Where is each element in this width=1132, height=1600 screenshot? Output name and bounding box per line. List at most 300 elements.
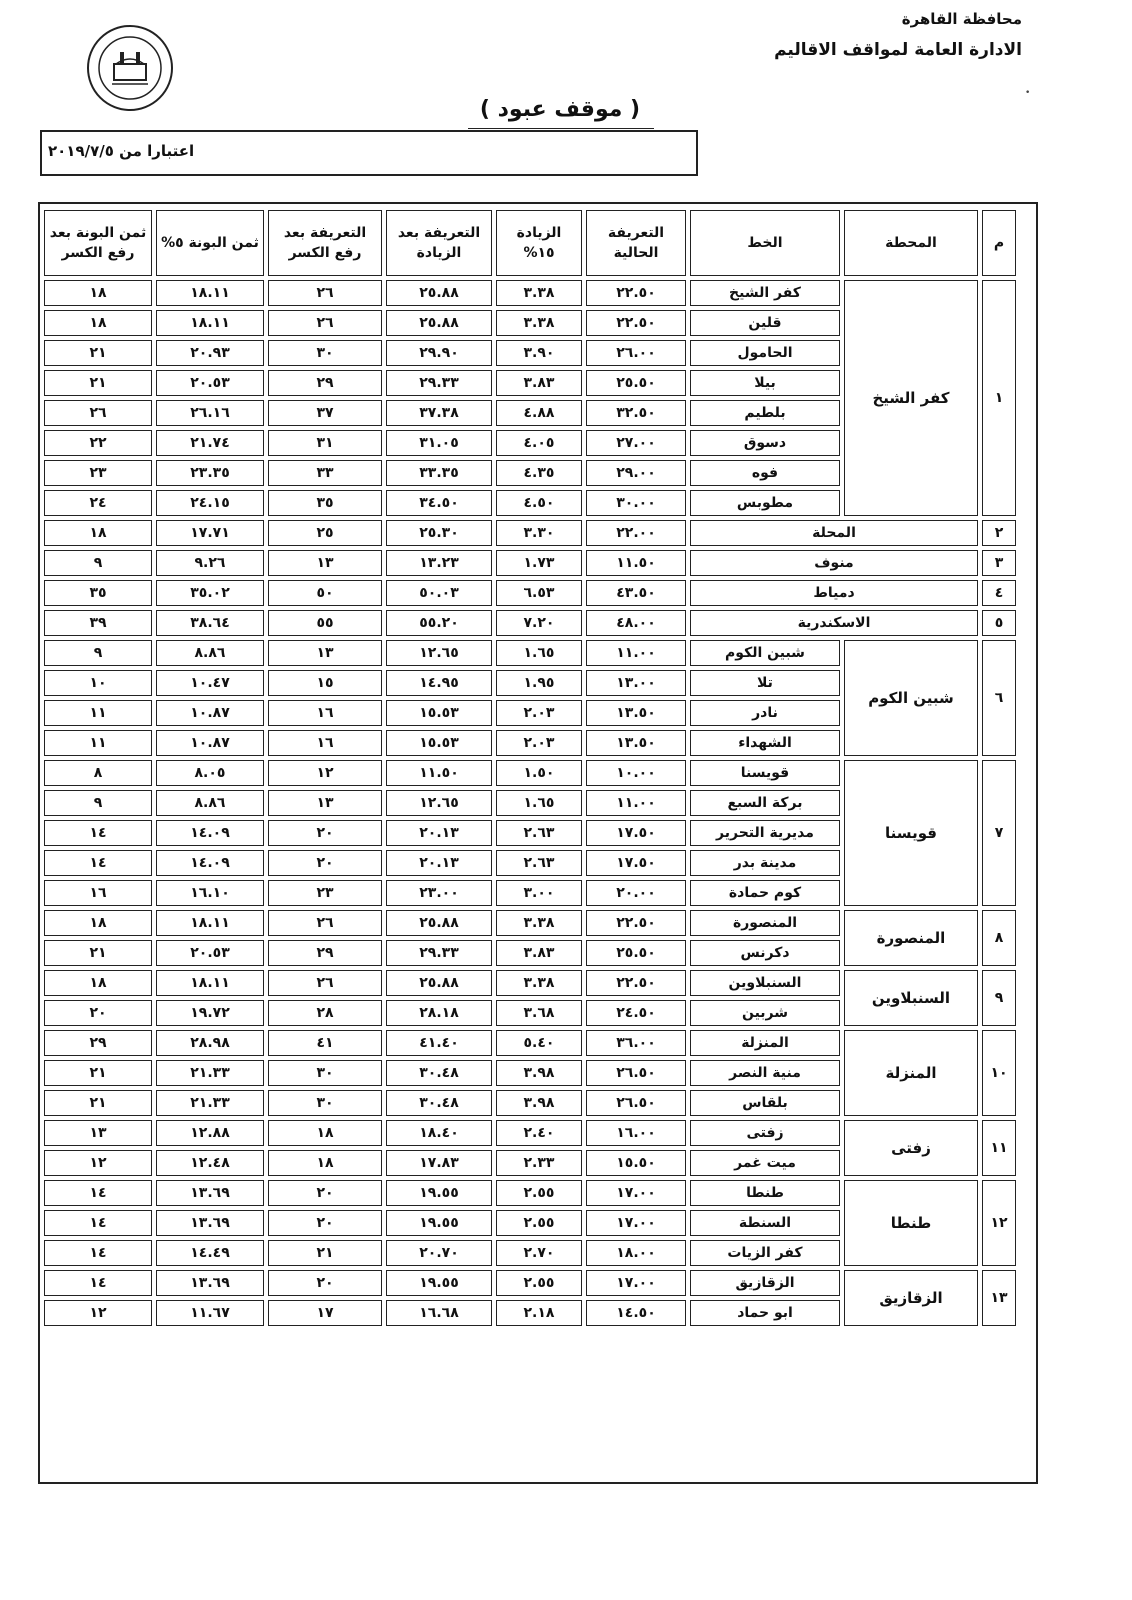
- fare-rounded-cell: ١٦: [268, 730, 382, 756]
- fares-body: [44, 280, 1016, 1326]
- ticket-price-cell: ١٠.٨٧: [156, 700, 264, 726]
- line-name: مطوبس: [690, 490, 840, 516]
- row-number: ٩: [982, 970, 1016, 1026]
- increase-cell: ٢.١٨: [496, 1300, 582, 1326]
- authority-name: الادارة العامة لمواقف الاقاليم: [774, 40, 1022, 60]
- fare-rounded-cell: ٣١: [268, 430, 382, 456]
- ticket-rounded-cell: ١٢: [44, 1300, 152, 1326]
- current-fare-cell: ١٥.٥٠: [586, 1150, 686, 1176]
- title-underline: [468, 128, 654, 129]
- line-name: ميت غمر: [690, 1150, 840, 1176]
- line-name: بلقاس: [690, 1090, 840, 1116]
- line-name: نادر: [690, 700, 840, 726]
- fare-after-increase-cell: ١٦.٦٨: [386, 1300, 492, 1326]
- line-name: طنطا: [690, 1180, 840, 1206]
- row-number: ٤: [982, 580, 1016, 606]
- fare-after-increase-cell: ١٩.٥٥: [386, 1180, 492, 1206]
- increase-cell: ١.٩٥: [496, 670, 582, 696]
- increase-cell: ١.٦٥: [496, 790, 582, 816]
- increase-cell: ٣.٠٠: [496, 880, 582, 906]
- current-fare-cell: ١٧.٠٠: [586, 1270, 686, 1296]
- increase-cell: ٣.٣٨: [496, 910, 582, 936]
- ticket-price-cell: ١٨.١١: [156, 310, 264, 336]
- line-name: المحلة: [690, 520, 978, 546]
- station-name: المنصورة: [844, 910, 978, 966]
- ticket-rounded-cell: ١٤: [44, 1180, 152, 1206]
- ticket-price-cell: ٢٤.١٥: [156, 490, 264, 516]
- table-row: [44, 640, 1016, 666]
- increase-cell: ٤.٣٥: [496, 460, 582, 486]
- ticket-rounded-cell: ٣٥: [44, 580, 152, 606]
- line-name: تلا: [690, 670, 840, 696]
- line-name: بيلا: [690, 370, 840, 396]
- ticket-price-cell: ١٢.٨٨: [156, 1120, 264, 1146]
- ticket-price-cell: ٩.٢٦: [156, 550, 264, 576]
- fare-rounded-cell: ١٧: [268, 1300, 382, 1326]
- stray-mark: •: [1025, 88, 1031, 98]
- ticket-price-cell: ٢١.٧٤: [156, 430, 264, 456]
- increase-cell: ٢.٥٥: [496, 1180, 582, 1206]
- current-fare-cell: ١١.٠٠: [586, 790, 686, 816]
- fare-after-increase-cell: ١٥.٥٣: [386, 730, 492, 756]
- current-fare-cell: ٢٢.٥٠: [586, 280, 686, 306]
- fare-rounded-cell: ١٣: [268, 550, 382, 576]
- ticket-price-cell: ١٣.٦٩: [156, 1180, 264, 1206]
- fare-after-increase-cell: ٢٣.٠٠: [386, 880, 492, 906]
- ticket-price-cell: ١٦.١٠: [156, 880, 264, 906]
- fare-after-increase-cell: ٢٩.٣٣: [386, 370, 492, 396]
- current-fare-cell: ١٨.٠٠: [586, 1240, 686, 1266]
- line-name: بركة السبع: [690, 790, 840, 816]
- fare-rounded-cell: ٢٠: [268, 820, 382, 846]
- increase-cell: ٢.٠٣: [496, 730, 582, 756]
- fare-rounded-cell: ٢٦: [268, 910, 382, 936]
- increase-cell: ٣.٣٨: [496, 310, 582, 336]
- ticket-rounded-cell: ١٠: [44, 670, 152, 696]
- fare-rounded-cell: ٣٠: [268, 1090, 382, 1116]
- ticket-price-cell: ٨.٠٥: [156, 760, 264, 786]
- fare-rounded-cell: ٤١: [268, 1030, 382, 1056]
- fare-rounded-cell: ٢٩: [268, 940, 382, 966]
- current-fare-cell: ٣٦.٠٠: [586, 1030, 686, 1056]
- ticket-price-cell: ١٣.٦٩: [156, 1270, 264, 1296]
- fares-table-wrap: [40, 206, 1020, 1330]
- fare-rounded-cell: ٣٠: [268, 1060, 382, 1086]
- ticket-price-cell: ٢٨.٩٨: [156, 1030, 264, 1056]
- ticket-price-cell: ٢١.٣٣: [156, 1090, 264, 1116]
- current-fare-cell: ٢٢.٥٠: [586, 910, 686, 936]
- station-name: المنزلة: [844, 1030, 978, 1116]
- increase-cell: ٤.٥٠: [496, 490, 582, 516]
- fare-after-increase-cell: ٣٤.٥٠: [386, 490, 492, 516]
- ticket-rounded-cell: ١٣: [44, 1120, 152, 1146]
- fare-rounded-cell: ٣٥: [268, 490, 382, 516]
- ticket-rounded-cell: ١٤: [44, 850, 152, 876]
- table-row: [44, 280, 1016, 306]
- fares-table: [40, 206, 1020, 1330]
- col-header-ticket-price: ثمن البونة ٥%: [156, 210, 264, 276]
- table-row: [44, 1180, 1016, 1206]
- row-number: ١٣: [982, 1270, 1016, 1326]
- line-name: الزقازيق: [690, 1270, 840, 1296]
- table-row: [44, 1120, 1016, 1146]
- table-row: [44, 910, 1016, 936]
- governorate-name: محافظة القاهرة: [901, 10, 1022, 28]
- ticket-rounded-cell: ٨: [44, 760, 152, 786]
- current-fare-cell: ١٧.٠٠: [586, 1210, 686, 1236]
- fare-rounded-cell: ٢٠: [268, 1270, 382, 1296]
- table-row: [44, 610, 1016, 636]
- fare-after-increase-cell: ١٩.٥٥: [386, 1270, 492, 1296]
- increase-cell: ٢.٣٣: [496, 1150, 582, 1176]
- ticket-price-cell: ١٨.١١: [156, 280, 264, 306]
- col-header-fare-after-increase: التعريفة بعد الزيادة: [386, 210, 492, 276]
- increase-cell: ١.٧٣: [496, 550, 582, 576]
- ticket-rounded-cell: ٢١: [44, 370, 152, 396]
- line-name: الحامول: [690, 340, 840, 366]
- col-header-ticket-rounded: ثمن البونة بعد رفع الكسر: [44, 210, 152, 276]
- ticket-price-cell: ١٤.٤٩: [156, 1240, 264, 1266]
- row-number: ١٠: [982, 1030, 1016, 1116]
- current-fare-cell: ٢٤.٥٠: [586, 1000, 686, 1026]
- fare-after-increase-cell: ٢٠.١٣: [386, 820, 492, 846]
- current-fare-cell: ٣٢.٥٠: [586, 400, 686, 426]
- fare-after-increase-cell: ٣١.٠٥: [386, 430, 492, 456]
- table-row: [44, 1270, 1016, 1296]
- fare-after-increase-cell: ١٩.٥٥: [386, 1210, 492, 1236]
- fare-rounded-cell: ٢٩: [268, 370, 382, 396]
- fare-rounded-cell: ٢٠: [268, 850, 382, 876]
- ticket-price-cell: ٨.٨٦: [156, 640, 264, 666]
- fare-rounded-cell: ٢١: [268, 1240, 382, 1266]
- fare-rounded-cell: ٢٣: [268, 880, 382, 906]
- fare-rounded-cell: ٣٣: [268, 460, 382, 486]
- fare-rounded-cell: ١٣: [268, 640, 382, 666]
- station-name: طنطا: [844, 1180, 978, 1266]
- increase-cell: ٢.٥٥: [496, 1210, 582, 1236]
- fare-rounded-cell: ٢٦: [268, 280, 382, 306]
- effective-date: اعتبارا من ٢٠١٩/٧/٥: [48, 142, 195, 160]
- current-fare-cell: ١٧.٠٠: [586, 1180, 686, 1206]
- line-name: فوه: [690, 460, 840, 486]
- current-fare-cell: ٢٦.٠٠: [586, 340, 686, 366]
- fare-after-increase-cell: ٢٥.٣٠: [386, 520, 492, 546]
- line-name: كفر الزيات: [690, 1240, 840, 1266]
- current-fare-cell: ٢٢.٠٠: [586, 520, 686, 546]
- current-fare-cell: ٤٨.٠٠: [586, 610, 686, 636]
- ticket-rounded-cell: ٩: [44, 550, 152, 576]
- fare-after-increase-cell: ٢٠.١٣: [386, 850, 492, 876]
- increase-cell: ٦.٥٣: [496, 580, 582, 606]
- ticket-rounded-cell: ١٨: [44, 910, 152, 936]
- current-fare-cell: ١٣.٥٠: [586, 730, 686, 756]
- table-row: [44, 1030, 1016, 1056]
- fare-rounded-cell: ٥٠: [268, 580, 382, 606]
- row-number: ٦: [982, 640, 1016, 756]
- ticket-rounded-cell: ٣٩: [44, 610, 152, 636]
- ticket-rounded-cell: ١١: [44, 730, 152, 756]
- ticket-rounded-cell: ٢٠: [44, 1000, 152, 1026]
- current-fare-cell: ١٧.٥٠: [586, 820, 686, 846]
- station-name: شبين الكوم: [844, 640, 978, 756]
- line-name: كوم حمادة: [690, 880, 840, 906]
- fare-after-increase-cell: ٥٥.٢٠: [386, 610, 492, 636]
- line-name: المنزلة: [690, 1030, 840, 1056]
- cairo-seal-icon: [86, 24, 174, 112]
- fare-rounded-cell: ١٨: [268, 1120, 382, 1146]
- station-name: كفر الشيخ: [844, 280, 978, 516]
- current-fare-cell: ١٣.٥٠: [586, 700, 686, 726]
- fare-after-increase-cell: ٢٥.٨٨: [386, 310, 492, 336]
- ticket-rounded-cell: ٢١: [44, 1090, 152, 1116]
- fare-rounded-cell: ٣٧: [268, 400, 382, 426]
- effective-date-box: [40, 130, 698, 176]
- station-name: السنبلاوين: [844, 970, 978, 1026]
- increase-cell: ٣.٨٣: [496, 370, 582, 396]
- ticket-rounded-cell: ٢١: [44, 340, 152, 366]
- increase-cell: ١.٦٥: [496, 640, 582, 666]
- increase-cell: ٣.٩٨: [496, 1090, 582, 1116]
- line-name: منوف: [690, 550, 978, 576]
- line-name: مديرية التحرير: [690, 820, 840, 846]
- increase-cell: ٧.٢٠: [496, 610, 582, 636]
- current-fare-cell: ١٧.٥٠: [586, 850, 686, 876]
- current-fare-cell: ٢٧.٠٠: [586, 430, 686, 456]
- ticket-price-cell: ١٠.٤٧: [156, 670, 264, 696]
- line-name: الشهداء: [690, 730, 840, 756]
- fare-after-increase-cell: ١٧.٨٣: [386, 1150, 492, 1176]
- fare-after-increase-cell: ٥٠.٠٣: [386, 580, 492, 606]
- ticket-price-cell: ١٠.٨٧: [156, 730, 264, 756]
- current-fare-cell: ٢٦.٥٠: [586, 1060, 686, 1086]
- increase-cell: ٣.٨٣: [496, 940, 582, 966]
- station-name: الزقازيق: [844, 1270, 978, 1326]
- fare-after-increase-cell: ١٥.٥٣: [386, 700, 492, 726]
- ticket-rounded-cell: ١٤: [44, 820, 152, 846]
- row-number: ٨: [982, 910, 1016, 966]
- fare-rounded-cell: ١٣: [268, 790, 382, 816]
- fare-after-increase-cell: ٤١.٤٠: [386, 1030, 492, 1056]
- ticket-rounded-cell: ١٨: [44, 970, 152, 996]
- ticket-rounded-cell: ٢١: [44, 1060, 152, 1086]
- fare-after-increase-cell: ٣٣.٣٥: [386, 460, 492, 486]
- line-name: بلطيم: [690, 400, 840, 426]
- row-number: ٥: [982, 610, 1016, 636]
- increase-cell: ٣.٣٠: [496, 520, 582, 546]
- col-header-no: م: [982, 210, 1016, 276]
- table-row: [44, 550, 1016, 576]
- ticket-price-cell: ٢١.٣٣: [156, 1060, 264, 1086]
- line-name: دكرنس: [690, 940, 840, 966]
- row-number: ٢: [982, 520, 1016, 546]
- fare-rounded-cell: ١٢: [268, 760, 382, 786]
- current-fare-cell: ٢٢.٥٠: [586, 310, 686, 336]
- ticket-rounded-cell: ١٢: [44, 1150, 152, 1176]
- ticket-rounded-cell: ١٨: [44, 280, 152, 306]
- ticket-rounded-cell: ٢٤: [44, 490, 152, 516]
- ticket-rounded-cell: ٢٩: [44, 1030, 152, 1056]
- fare-rounded-cell: ٢٠: [268, 1210, 382, 1236]
- fare-after-increase-cell: ٣٠.٤٨: [386, 1090, 492, 1116]
- ticket-price-cell: ١٨.١١: [156, 970, 264, 996]
- ticket-price-cell: ١٨.١١: [156, 910, 264, 936]
- increase-cell: ٢.٥٥: [496, 1270, 582, 1296]
- increase-cell: ٣.٣٨: [496, 280, 582, 306]
- increase-cell: ٢.٦٣: [496, 850, 582, 876]
- increase-cell: ٢.٤٠: [496, 1120, 582, 1146]
- fare-rounded-cell: ٢٦: [268, 310, 382, 336]
- current-fare-cell: ٣٠.٠٠: [586, 490, 686, 516]
- line-name: مدينة بدر: [690, 850, 840, 876]
- ticket-price-cell: ١٩.٧٢: [156, 1000, 264, 1026]
- fare-rounded-cell: ٢٠: [268, 1180, 382, 1206]
- row-number: ١٢: [982, 1180, 1016, 1266]
- ticket-rounded-cell: ٢٦: [44, 400, 152, 426]
- increase-cell: ٤.٨٨: [496, 400, 582, 426]
- line-name: شربين: [690, 1000, 840, 1026]
- table-row: [44, 760, 1016, 786]
- ticket-price-cell: ٢٦.١٦: [156, 400, 264, 426]
- row-number: ١: [982, 280, 1016, 516]
- ticket-rounded-cell: ٢١: [44, 940, 152, 966]
- current-fare-cell: ٢٥.٥٠: [586, 370, 686, 396]
- letterhead: [774, 10, 1022, 60]
- col-header-line: الخط: [690, 210, 840, 276]
- fare-rounded-cell: ١٨: [268, 1150, 382, 1176]
- line-name: قلين: [690, 310, 840, 336]
- ticket-price-cell: ١١.٦٧: [156, 1300, 264, 1326]
- fare-after-increase-cell: ١٢.٦٥: [386, 640, 492, 666]
- fare-after-increase-cell: ٢٨.١٨: [386, 1000, 492, 1026]
- current-fare-cell: ١٣.٠٠: [586, 670, 686, 696]
- increase-cell: ٤.٠٥: [496, 430, 582, 456]
- col-header-increase: الزيادة ١٥%: [496, 210, 582, 276]
- line-name: كفر الشيخ: [690, 280, 840, 306]
- current-fare-cell: ٢٠.٠٠: [586, 880, 686, 906]
- increase-cell: ٣.٦٨: [496, 1000, 582, 1026]
- fare-after-increase-cell: ٢٩.٣٣: [386, 940, 492, 966]
- ticket-rounded-cell: ١١: [44, 700, 152, 726]
- line-name: المنصورة: [690, 910, 840, 936]
- increase-cell: ١.٥٠: [496, 760, 582, 786]
- increase-cell: ٢.٧٠: [496, 1240, 582, 1266]
- current-fare-cell: ٢٥.٥٠: [586, 940, 686, 966]
- increase-cell: ٣.٩٠: [496, 340, 582, 366]
- ticket-rounded-cell: ١٦: [44, 880, 152, 906]
- fare-after-increase-cell: ١٨.٤٠: [386, 1120, 492, 1146]
- line-name: السنبلاوين: [690, 970, 840, 996]
- col-header-station: المحطة: [844, 210, 978, 276]
- line-name: دمياط: [690, 580, 978, 606]
- line-name: دسوق: [690, 430, 840, 456]
- ticket-price-cell: ١٣.٦٩: [156, 1210, 264, 1236]
- current-fare-cell: ١١.٠٠: [586, 640, 686, 666]
- current-fare-cell: ٤٣.٥٠: [586, 580, 686, 606]
- row-number: ٣: [982, 550, 1016, 576]
- line-name: ابو حماد: [690, 1300, 840, 1326]
- fare-after-increase-cell: ١٣.٢٣: [386, 550, 492, 576]
- fare-rounded-cell: ١٥: [268, 670, 382, 696]
- increase-cell: ٥.٤٠: [496, 1030, 582, 1056]
- fare-rounded-cell: ٢٦: [268, 970, 382, 996]
- fare-rounded-cell: ٢٥: [268, 520, 382, 546]
- increase-cell: ٣.٣٨: [496, 970, 582, 996]
- table-row: [44, 580, 1016, 606]
- current-fare-cell: ٢٩.٠٠: [586, 460, 686, 486]
- current-fare-cell: ٢٢.٥٠: [586, 970, 686, 996]
- fare-after-increase-cell: ٢٩.٩٠: [386, 340, 492, 366]
- ticket-price-cell: ٢٠.٥٣: [156, 370, 264, 396]
- current-fare-cell: ١٦.٠٠: [586, 1120, 686, 1146]
- fare-after-increase-cell: ٢٥.٨٨: [386, 280, 492, 306]
- current-fare-cell: ١٤.٥٠: [586, 1300, 686, 1326]
- ticket-rounded-cell: ١٤: [44, 1240, 152, 1266]
- fare-after-increase-cell: ١٤.٩٥: [386, 670, 492, 696]
- table-row: [44, 970, 1016, 996]
- fare-rounded-cell: ٥٥: [268, 610, 382, 636]
- page-title: ( موقف عبود ): [479, 97, 641, 122]
- ticket-price-cell: ١٢.٤٨: [156, 1150, 264, 1176]
- ticket-rounded-cell: ٩: [44, 790, 152, 816]
- ticket-rounded-cell: ١٨: [44, 310, 152, 336]
- line-name: منية النصر: [690, 1060, 840, 1086]
- increase-cell: ٢.٠٣: [496, 700, 582, 726]
- increase-cell: ٣.٩٨: [496, 1060, 582, 1086]
- ticket-price-cell: ٣٥.٠٢: [156, 580, 264, 606]
- fare-after-increase-cell: ٢٥.٨٨: [386, 910, 492, 936]
- ticket-price-cell: ٨.٨٦: [156, 790, 264, 816]
- col-header-current-fare: التعريفة الحالية: [586, 210, 686, 276]
- fare-after-increase-cell: ١١.٥٠: [386, 760, 492, 786]
- line-name: قويسنا: [690, 760, 840, 786]
- ticket-price-cell: ١٧.٧١: [156, 520, 264, 546]
- fare-rounded-cell: ١٦: [268, 700, 382, 726]
- fare-after-increase-cell: ٣٧.٣٨: [386, 400, 492, 426]
- current-fare-cell: ١١.٥٠: [586, 550, 686, 576]
- ticket-rounded-cell: ٢٣: [44, 460, 152, 486]
- fare-after-increase-cell: ٣٠.٤٨: [386, 1060, 492, 1086]
- ticket-rounded-cell: ١٤: [44, 1210, 152, 1236]
- ticket-price-cell: ١٤.٠٩: [156, 820, 264, 846]
- current-fare-cell: ١٠.٠٠: [586, 760, 686, 786]
- ticket-rounded-cell: ١٨: [44, 520, 152, 546]
- ticket-rounded-cell: ٩: [44, 640, 152, 666]
- header-row: [44, 210, 1016, 276]
- station-name: زفتى: [844, 1120, 978, 1176]
- row-number: ٧: [982, 760, 1016, 906]
- increase-cell: ٢.٦٣: [496, 820, 582, 846]
- fare-after-increase-cell: ١٢.٦٥: [386, 790, 492, 816]
- ticket-rounded-cell: ١٤: [44, 1270, 152, 1296]
- fare-rounded-cell: ٣٠: [268, 340, 382, 366]
- station-name: قويسنا: [844, 760, 978, 906]
- line-name: الاسكندرية: [690, 610, 978, 636]
- fare-rounded-cell: ٢٨: [268, 1000, 382, 1026]
- ticket-price-cell: ١٤.٠٩: [156, 850, 264, 876]
- ticket-price-cell: ٢٠.٥٣: [156, 940, 264, 966]
- line-name: زفتى: [690, 1120, 840, 1146]
- ticket-price-cell: ٣٨.٦٤: [156, 610, 264, 636]
- table-row: [44, 520, 1016, 546]
- line-name: السنطة: [690, 1210, 840, 1236]
- row-number: ١١: [982, 1120, 1016, 1176]
- ticket-price-cell: ٢٣.٣٥: [156, 460, 264, 486]
- fare-after-increase-cell: ٢٥.٨٨: [386, 970, 492, 996]
- line-name: شبين الكوم: [690, 640, 840, 666]
- fare-after-increase-cell: ٢٠.٧٠: [386, 1240, 492, 1266]
- current-fare-cell: ٢٦.٥٠: [586, 1090, 686, 1116]
- col-header-fare-rounded: التعريفة بعد رفع الكسر: [268, 210, 382, 276]
